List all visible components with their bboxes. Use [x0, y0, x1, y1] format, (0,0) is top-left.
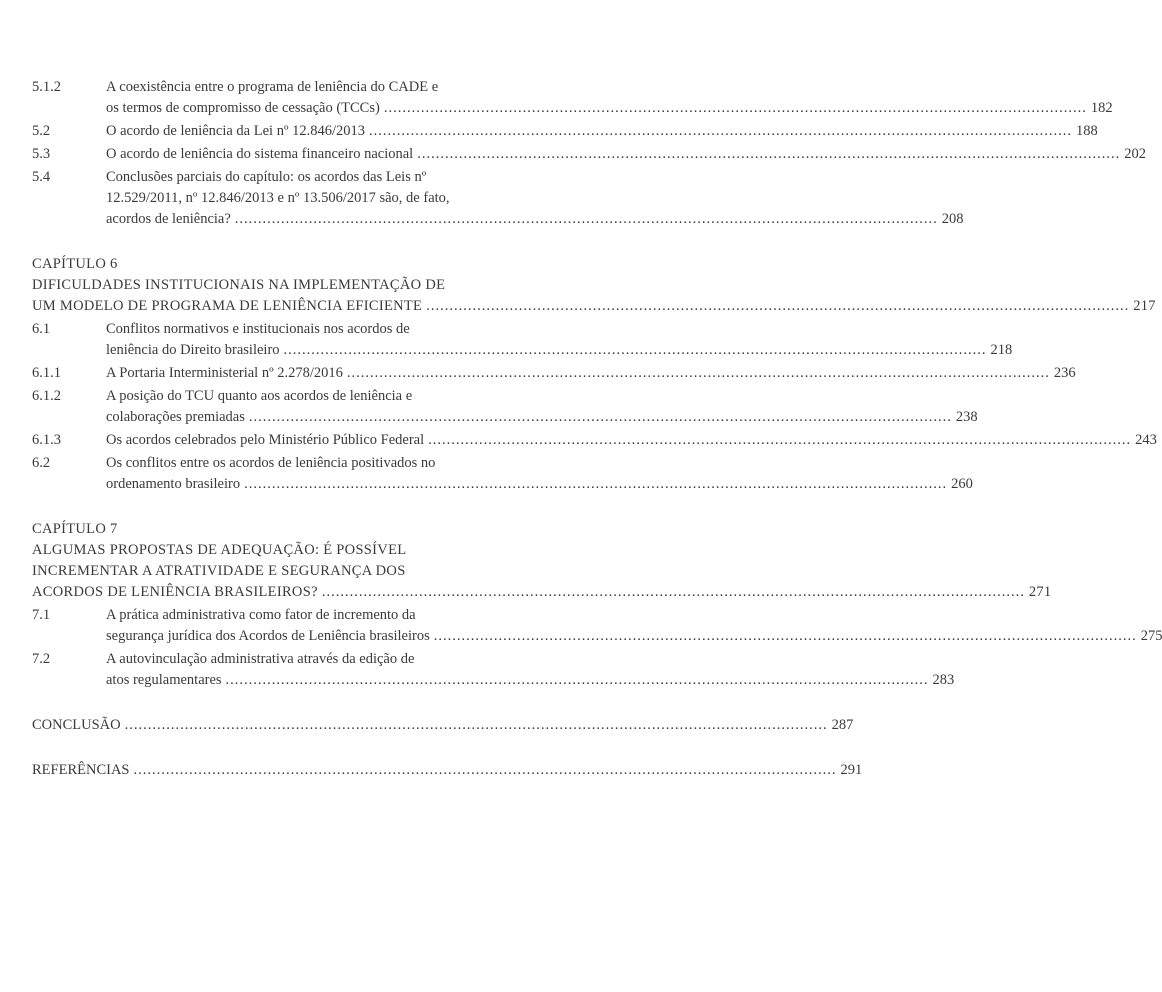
entry-title-line: colaborações premiadas — [106, 409, 245, 425]
page-number: 188 — [1075, 123, 1098, 139]
toc-entry — [32, 430, 1157, 451]
dot-leader — [226, 670, 929, 691]
dot-leader — [347, 363, 1050, 384]
dot-leader — [284, 340, 987, 361]
entry-title-line: O acordo de leniência do sistema financeiro nacional — [106, 146, 414, 162]
dot-leader — [369, 121, 1072, 142]
chapter-label: CAPÍTULO 7 — [32, 521, 118, 537]
entry-number: 6.1.3 — [32, 432, 61, 448]
page-number: 275 — [1140, 628, 1162, 644]
entry-title-line: 12.529/2011, nº 12.846/2013 e nº 13.506/2017 são, de fato, — [106, 190, 450, 206]
toc-entry — [32, 605, 1162, 647]
entry-title-line: segurança jurídica dos Acordos de Leniência brasileiros — [106, 628, 430, 644]
chapter-title-line: UM MODELO DE PROGRAMA DE LENIÊNCIA EFICIENTE — [32, 298, 423, 314]
page-number: 236 — [1053, 365, 1076, 381]
chapter-6 — [32, 254, 1156, 317]
entry-number: 6.1.2 — [32, 388, 61, 404]
entry-title-line: Conflitos normativos e institucionais nos acordos de — [106, 321, 410, 337]
toc-entry — [32, 363, 1076, 384]
entry-title-line: Os conflitos entre os acordos de leniência positivados no — [106, 455, 436, 471]
page-number: 218 — [990, 342, 1013, 358]
entry-title-line: A Portaria Interministerial nº 2.278/2016 — [106, 365, 343, 381]
entry-number: 6.1.1 — [32, 365, 61, 381]
entry-title-line: acordos de leniência? — [106, 211, 231, 227]
chapter-title-line: INCREMENTAR A ATRATIVIDADE E SEGURANÇA DOS — [32, 563, 406, 579]
entry-number: 5.3 — [32, 146, 51, 162]
page-number: 217 — [1133, 298, 1156, 314]
entry-title-line: leniência do Direito brasileiro — [106, 342, 280, 358]
toc-entry — [32, 319, 1013, 361]
chapter-7 — [32, 519, 1052, 603]
entry-title-line: A coexistência entre o programa de leniência do CADE e — [106, 79, 439, 95]
toc-entry — [32, 77, 1113, 119]
entry-title-line: REFERÊNCIAS — [32, 762, 130, 778]
page-number: 283 — [932, 672, 955, 688]
entry-title-line: Conclusões parciais do capítulo: os acordos das Leis nº — [106, 169, 427, 185]
entry-number: 6.1 — [32, 321, 51, 337]
entry-title-line: os termos de compromisso de cessação (TCCs) — [106, 100, 380, 116]
dot-leader — [134, 760, 837, 781]
entry-number: 6.2 — [32, 455, 51, 471]
dot-leader — [249, 407, 952, 428]
page-number: 287 — [831, 717, 854, 733]
entry-title-line: ordenamento brasileiro — [106, 476, 241, 492]
dot-leader — [417, 144, 1120, 165]
toc-entry — [32, 167, 964, 230]
entry-number: 5.4 — [32, 169, 51, 185]
dot-leader — [434, 626, 1137, 647]
entry-number: 7.1 — [32, 607, 51, 623]
chapter-title-line: DIFICULDADES INSTITUCIONAIS NA IMPLEMENTAÇÃO DE — [32, 277, 446, 293]
table-of-contents — [32, 77, 1162, 781]
page-number: 182 — [1090, 100, 1113, 116]
toc-entry — [32, 121, 1098, 142]
toc-entry — [32, 144, 1146, 165]
dot-leader — [384, 98, 1087, 119]
entry-number: 5.2 — [32, 123, 51, 139]
toc-entry — [32, 649, 955, 691]
dot-leader — [235, 209, 938, 230]
chapter-label: CAPÍTULO 6 — [32, 256, 118, 272]
entry-title-line: CONCLUSÃO — [32, 717, 121, 733]
toc-entry — [32, 453, 973, 495]
toc-entry-conclusao — [32, 715, 854, 736]
dot-leader — [322, 582, 1025, 603]
entry-number: 7.2 — [32, 651, 51, 667]
page-number: 260 — [951, 476, 973, 492]
dot-leader — [244, 474, 947, 495]
chapter-title-line: ALGUMAS PROPOSTAS DE ADEQUAÇÃO: É POSSÍVEL — [32, 542, 407, 558]
entry-title-line: A autovinculação administrativa através da edição de — [106, 651, 415, 667]
entry-title-line: O acordo de leniência da Lei nº 12.846/2013 — [106, 123, 365, 139]
chapter-title-line: ACORDOS DE LENIÊNCIA BRASILEIROS? — [32, 584, 318, 600]
dot-leader — [125, 715, 828, 736]
page-number: 243 — [1135, 432, 1157, 448]
entry-title-line: A posição do TCU quanto aos acordos de leniência e — [106, 388, 413, 404]
entry-title-line: A prática administrativa como fator de incremento da — [106, 607, 416, 623]
toc-entry — [32, 386, 978, 428]
dot-leader — [426, 296, 1129, 317]
entry-number: 5.1.2 — [32, 79, 61, 95]
page-number: 208 — [941, 211, 964, 227]
page-number: 202 — [1124, 146, 1146, 162]
entry-title-line: atos regulamentares — [106, 672, 222, 688]
page-number: 291 — [840, 762, 863, 778]
page-number: 271 — [1028, 584, 1052, 600]
toc-entry-referencias — [32, 760, 863, 781]
entry-title-line: Os acordos celebrados pelo Ministério Público Federal — [106, 432, 425, 448]
dot-leader — [428, 430, 1131, 451]
page-number: 238 — [955, 409, 978, 425]
